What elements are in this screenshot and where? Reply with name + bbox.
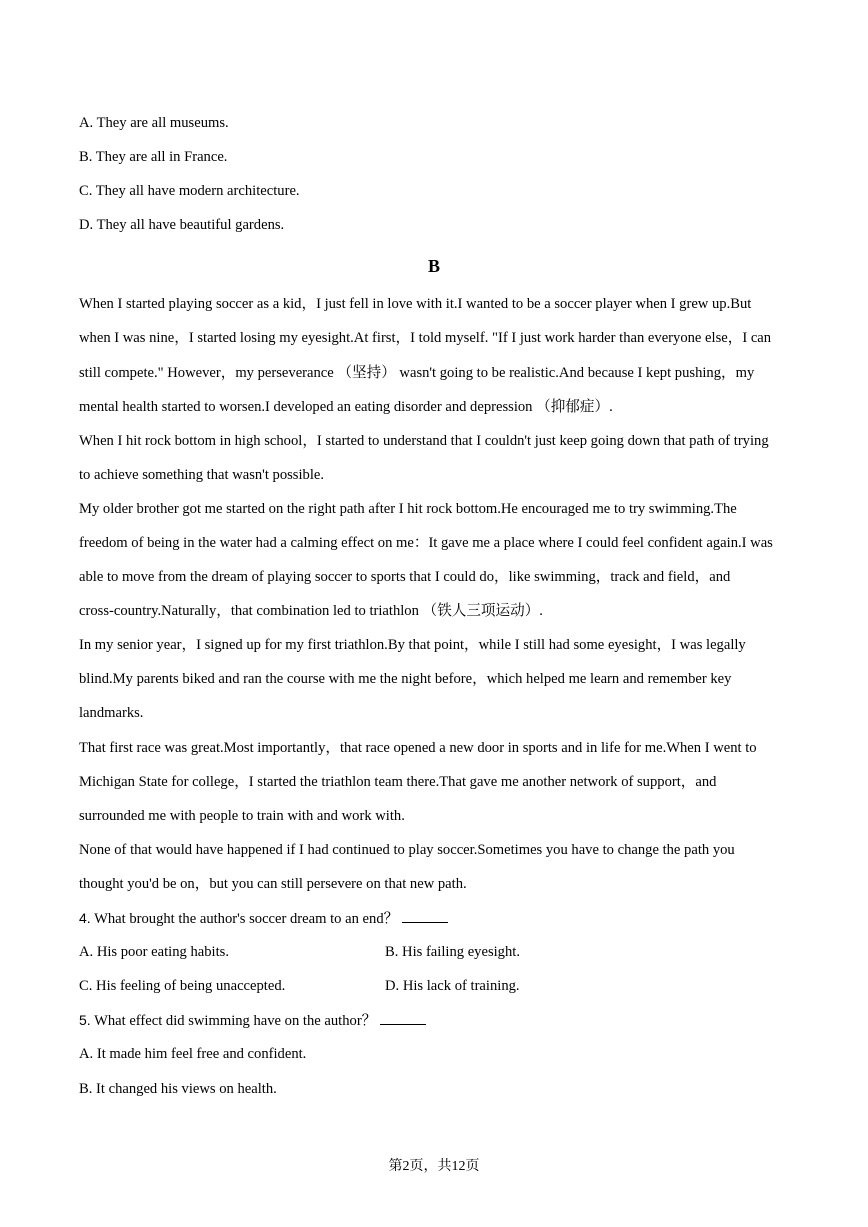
question-4-option-d: D. His lack of training. bbox=[385, 978, 520, 994]
answer-blank[interactable] bbox=[380, 1012, 426, 1025]
passage-line: still compete." However，my perseverance （坚持） wasn't going to be realistic.And because I kept pushing，my bbox=[79, 365, 755, 381]
question-5 bbox=[79, 1011, 426, 1030]
passage-line: blind.My parents biked and ran the course with me the night before，which helped me learn and remember key bbox=[79, 671, 732, 687]
question-5-option-a: A. It made him feel free and confident. bbox=[79, 1046, 307, 1062]
prev-option-c: C. They all have modern architecture. bbox=[79, 183, 300, 199]
question-5-text: What effect did swimming have on the author？ bbox=[90, 1013, 377, 1029]
question-4-option-b: B. His failing eyesight. bbox=[385, 944, 520, 960]
question-4-text: What brought the author's soccer dream to an end？ bbox=[90, 911, 399, 927]
passage-line: mental health started to worsen.I developed an eating disorder and depression （抑郁症）. bbox=[79, 399, 613, 415]
prev-option-a: A. They are all museums. bbox=[79, 115, 229, 131]
passage-line: My older brother got me started on the right path after I hit rock bottom.He encouraged me to try swimming.The bbox=[79, 501, 737, 517]
question-4-number: 4. bbox=[79, 910, 91, 926]
question-4-option-c: C. His feeling of being unaccepted. bbox=[79, 978, 286, 994]
passage-line: In my senior year，I signed up for my first triathlon.By that point，while I still had some eyesight，I was legally bbox=[79, 637, 746, 653]
passage-line: cross-country.Naturally，that combination led to triathlon （铁人三项运动）. bbox=[79, 603, 543, 619]
prev-option-d: D. They all have beautiful gardens. bbox=[79, 217, 285, 233]
question-4-option-a: A. His poor eating habits. bbox=[79, 944, 229, 960]
passage-line: to achieve something that wasn't possible. bbox=[79, 467, 325, 483]
passage-line: landmarks. bbox=[79, 705, 144, 721]
passage-line: When I started playing soccer as a kid，I just fell in love with it.I wanted to be a soccer player when I grew up.But bbox=[79, 296, 752, 312]
passage-line: That first race was great.Most importantly，that race opened a new door in sports and in life for me.When I went to bbox=[79, 740, 757, 756]
passage-line: When I hit rock bottom in high school，I started to understand that I couldn't just keep going down that path of trying bbox=[79, 433, 769, 449]
prev-option-b: B. They are all in France. bbox=[79, 149, 228, 165]
section-title: B bbox=[427, 256, 440, 276]
passage-line: freedom of being in the water had a calming effect on me：It gave me a place where I could feel confident again.I was bbox=[79, 535, 773, 551]
passage-line: when I was nine，I started losing my eyesight.At first，I told myself. "If I just work harder than everyone else，I can bbox=[79, 330, 772, 346]
question-5-number: 5. bbox=[79, 1012, 91, 1028]
page-footer: 第2页，共12页 bbox=[388, 1159, 480, 1174]
question-5-option-b: B. It changed his views on health. bbox=[79, 1081, 277, 1097]
passage-line: Michigan State for college，I started the triathlon team there.That gave me another network of support，and bbox=[79, 774, 717, 790]
question-4 bbox=[79, 909, 448, 928]
passage-line: surrounded me with people to train with and work with. bbox=[79, 808, 405, 824]
answer-blank[interactable] bbox=[402, 910, 448, 923]
passage-line: able to move from the dream of playing soccer to sports that I could do，like swimming，track and field，and bbox=[79, 569, 731, 585]
passage-line: None of that would have happened if I had continued to play soccer.Sometimes you have to change the path you bbox=[79, 842, 735, 858]
passage-line: thought you'd be on，but you can still persevere on that new path. bbox=[79, 876, 467, 892]
